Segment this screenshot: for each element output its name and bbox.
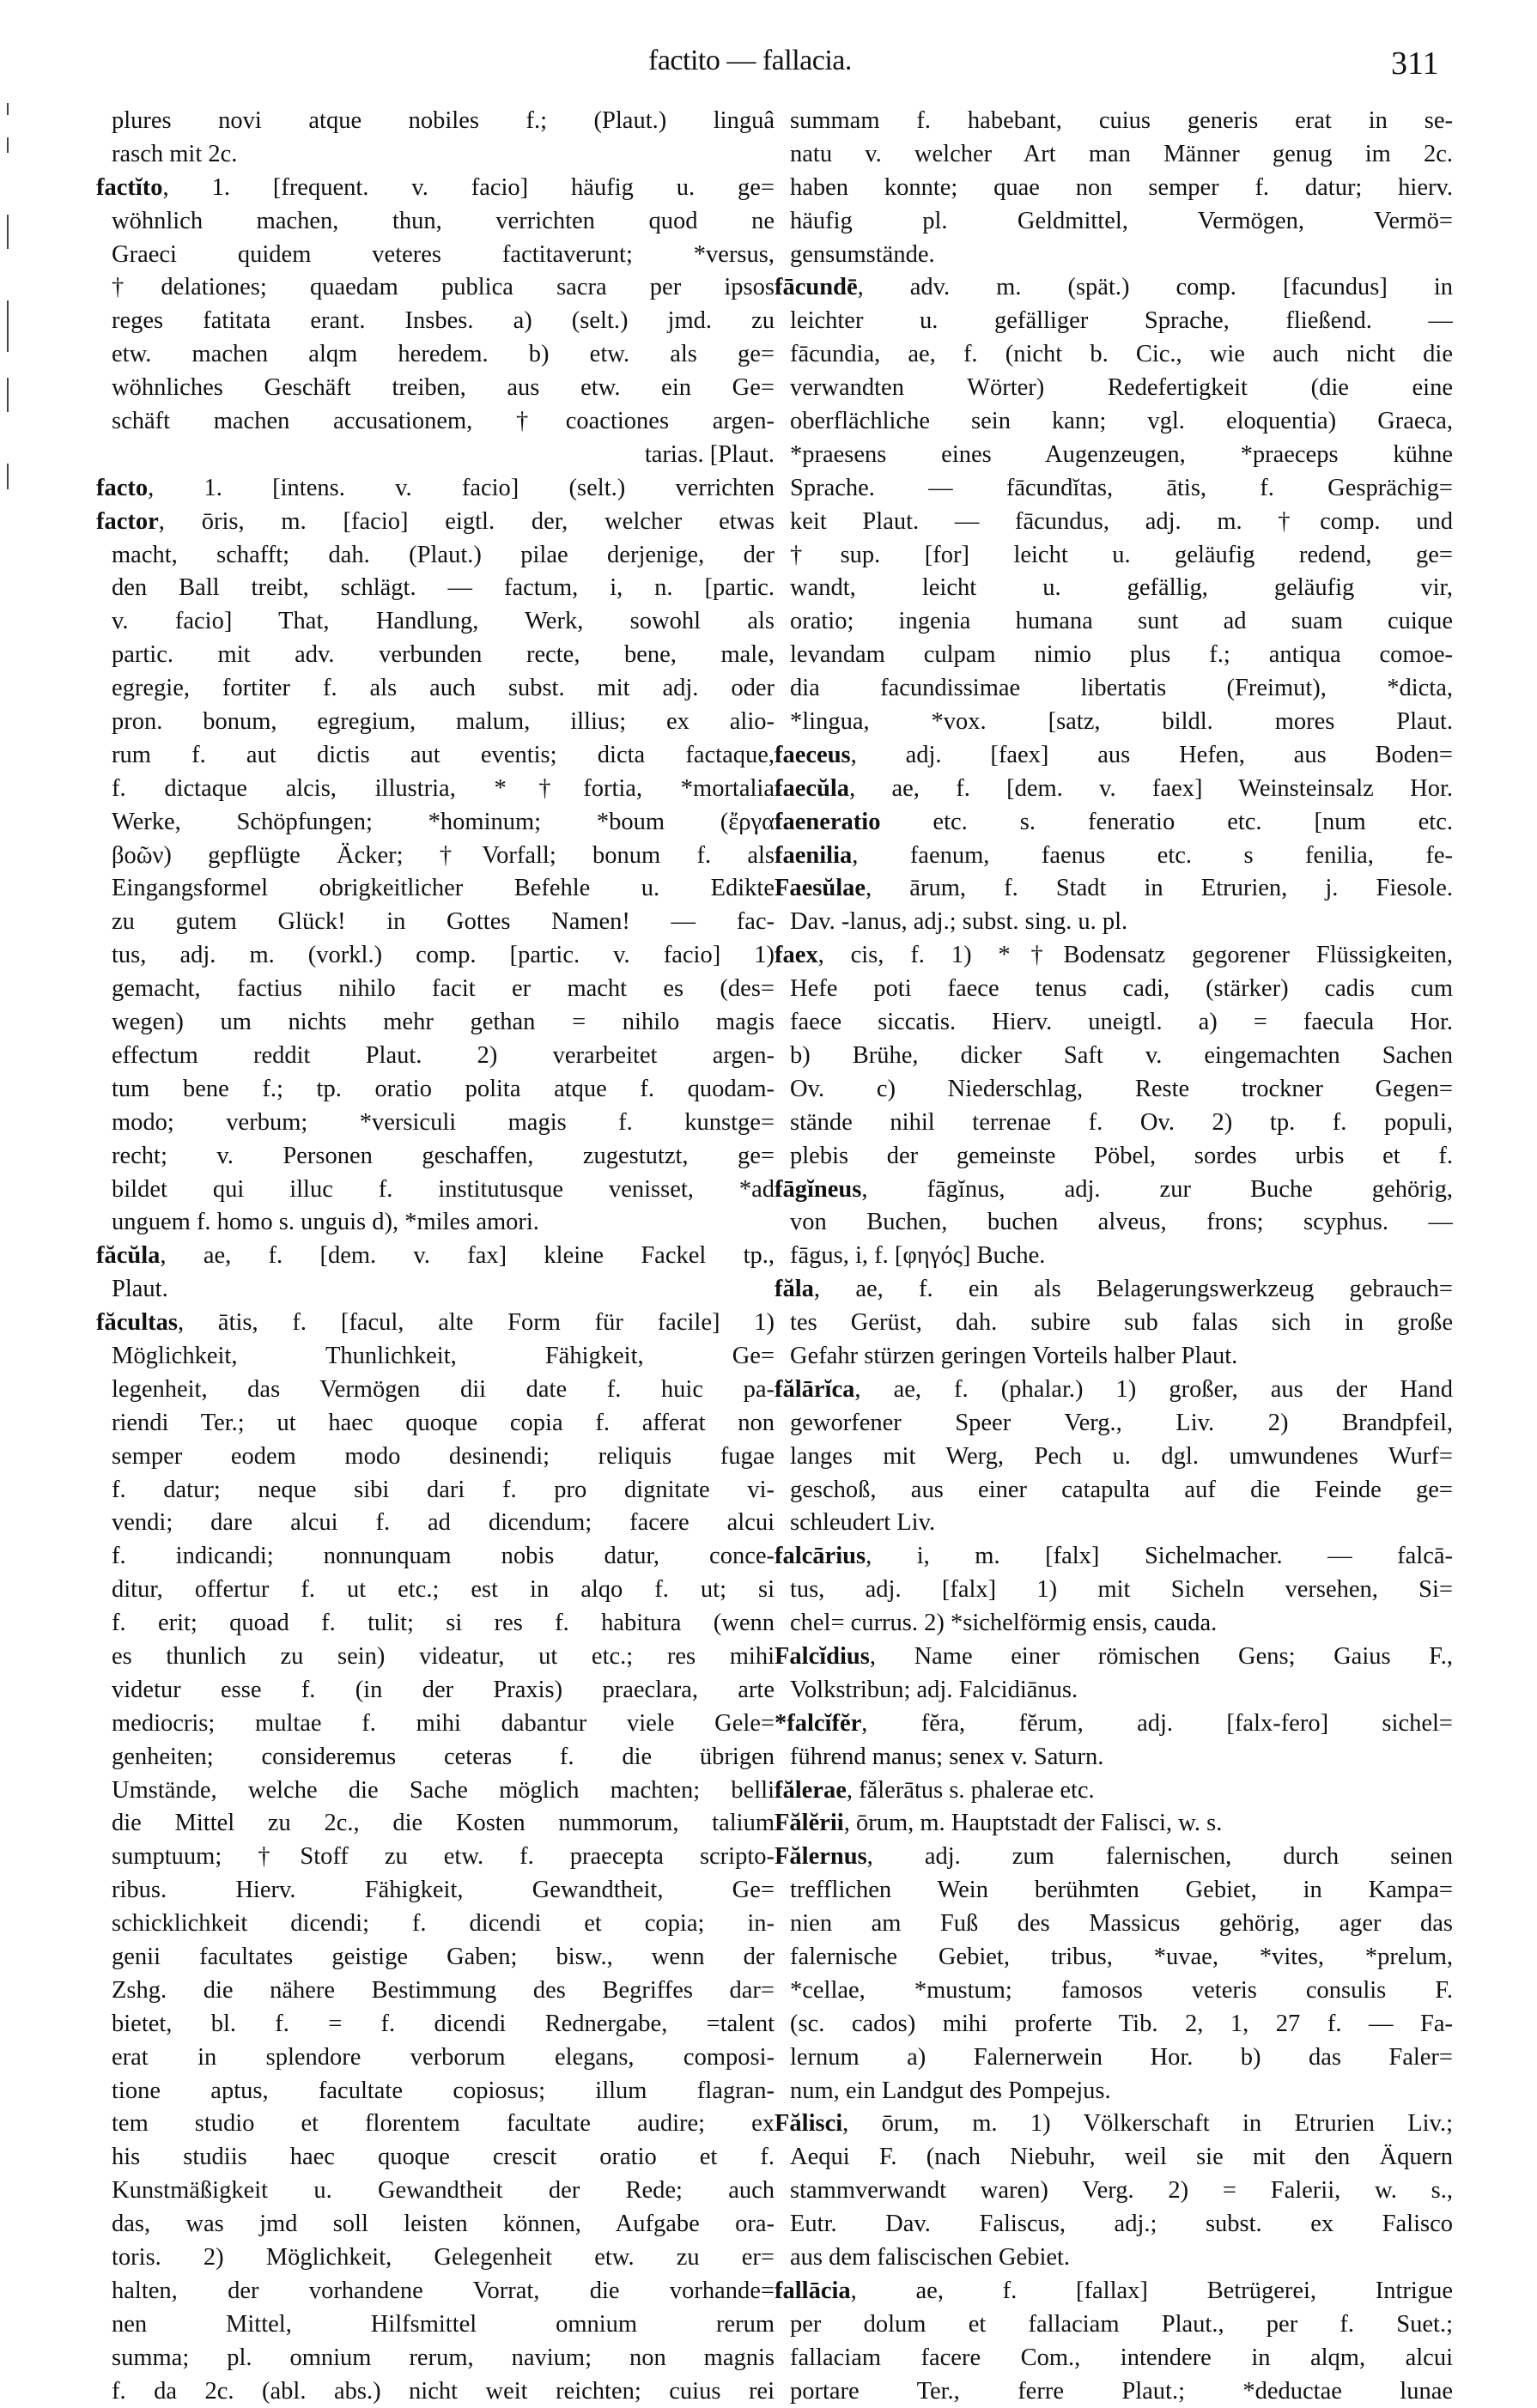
headword: fācundē [775, 274, 858, 301]
dictionary-entry-line [96, 472, 775, 506]
text-line: mediocris; multae f. mihi dabantur viele Gele= [112, 1709, 775, 1737]
entry-text: , ae, f. [dem. v. faex] Weinsteinsalz Hor. [849, 774, 1453, 802]
text-line: sumptuum; †Stoff zu etw. f. praecepta scripto- [112, 1843, 775, 1871]
text-line: plures novi atque nobiles f.; (Plaut.) linguâ [112, 107, 775, 134]
text-line: ditur, offertur f. ut etc.; est in alqo f. ut; si [112, 1576, 775, 1604]
text-line: bildet qui illuc f. institutusque venisset, *ad [112, 1175, 775, 1203]
headword: *falcĭfĕr [775, 1709, 862, 1737]
text-line: recht; v. Personen geschaffen, zugestutzt, ge= [112, 1142, 775, 1169]
headword: fallācia [775, 2277, 851, 2304]
entry-text: , ōrum, m. Hauptstadt der Falisci, w. s. [843, 1810, 1223, 1837]
text-line: fallaciam facere Com., intendere in alqm, alcui [790, 2344, 1453, 2371]
text-line: his studiis haec quoque crescit oratio et f. [112, 2144, 775, 2171]
text-line: unguem f. homo s. unguis d), *miles amori. [112, 1209, 539, 1236]
text-line: Volkstribun; adj. Falcidiānus. [790, 1676, 1078, 1703]
text-line: tum bene f.; tp. oratio polita atque f. quodam- [112, 1075, 775, 1102]
dictionary-entry-line [96, 172, 775, 205]
page-header [0, 45, 1537, 88]
text-line: dia facundissimae libertatis (Freimut), *dicta, [790, 675, 1453, 702]
dictionary-entry-line [775, 1774, 1453, 1808]
text-line: tus, adj. [falx] 1) mit Sicheln versehen, Si= [790, 1576, 1453, 1604]
text-line: Ov. c) Niederschlag, Reste trockner Gegen= [790, 1075, 1453, 1102]
headword: factor [96, 507, 159, 535]
text-line: b) Brühe, dicker Saft v. eingemachten Sachen [790, 1041, 1453, 1069]
text-line: f. indicandi; nonnunquam nobis datur, conce- [112, 1543, 775, 1570]
text-line: aus dem faliscischen Gebiet. [790, 2244, 1071, 2271]
dictionary-entry-line [775, 1807, 1453, 1841]
text-line: Zshg. die nähere Bestimmung des Begriffes dar= [112, 1976, 775, 2004]
text-line: videtur esse f. (in der Praxis) praeclara, arte [112, 1676, 775, 1703]
text-line: Kunstmäßigkeit u. Gewandtheit der Rede; auch [112, 2177, 775, 2205]
text-line: vendi; dare alcui f. ad dicendum; facere alcui [112, 1509, 775, 1537]
text-line: genheiten; consideremus ceteras f. die übrigen [112, 1743, 775, 1770]
text-line: halten, der vorhandene Vorrat, die vorhande= [112, 2277, 775, 2304]
text-line: *lingua, *vox. [satz, bildl. mores Plaut. [790, 708, 1453, 736]
text-line: effectum reddit Plaut. 2) verarbeitet argen- [112, 1041, 775, 1069]
text-line: fāgus, i, f. [φηγός] Buche. [790, 1242, 1046, 1270]
text-line: Hefe poti faece tenus cadi, (stärker) cadis cum [790, 975, 1453, 1003]
text-line: Eutr. Dav. Faliscus, adj.; subst. ex Falisco [790, 2211, 1453, 2238]
text-line: f. dictaque alcis, illustria, *†fortia, *mortalia [112, 774, 775, 802]
text-line: riendi Ter.; ut haec quoque copia f. afferat non [112, 1409, 775, 1436]
text-line: *praesens eines Augenzeugen, *praeceps kühne [790, 440, 1453, 468]
text-line: Werke, Schöpfungen; *hominum; *boum (ἔργα [112, 808, 775, 835]
entry-text: , cis, f. 1) *†Bodensatz gegorener Flüssigkeiten, [817, 942, 1453, 969]
entry-text: , fāgĭnus, adj. zur Buche gehörig, [861, 1175, 1453, 1203]
text-line: wöhnlich machen, thun, verrichten quod ne [112, 207, 775, 234]
text-line: es thunlich zu sein) videatur, ut etc.; res mihi [112, 1642, 775, 1670]
headword: faenilia [775, 841, 853, 869]
dictionary-entry-line [775, 1641, 1453, 1674]
entry-text: , ātis, f. [facul, alte Form für facile] 1) [178, 1309, 775, 1337]
running-head: factito — fallacia. [648, 45, 852, 76]
text-line: †sup. [for] leicht u. geläufig redend, ge= [790, 541, 1453, 568]
text-line: Gefahr stürzen geringen Vorteils halber Plaut. [790, 1342, 1238, 1369]
dictionary-entry-line [96, 1307, 775, 1340]
text-line: *cellae, *mustum; famosos veteris consulis F. [790, 1976, 1453, 2004]
text-line: Sprache. — fācundĭtas, ātis, f. Gesprächig= [790, 474, 1453, 501]
entry-text: , fĕra, fĕrum, adj. [falx-fero] sichel= [861, 1709, 1453, 1737]
text-line: legenheit, das Vermögen dii date f. huic pa- [112, 1375, 775, 1403]
headword: faeneratio [775, 808, 881, 835]
entry-text: , adj. [faex] aus Hefen, aus Boden= [850, 741, 1453, 768]
text-line: toris. 2) Möglichkeit, Gelegenheit etw. zu er= [112, 2244, 775, 2271]
text-line: ribus. Hierv. Fähigkeit, Gewandtheit, Ge= [112, 1877, 775, 1904]
headword: faecŭla [775, 774, 850, 802]
headword: faex [775, 942, 818, 969]
entry-text: etc. s. feneratio etc. [num etc. [880, 808, 1453, 835]
page-number: 311 [1391, 45, 1439, 82]
headword: Fălernus [775, 1843, 867, 1871]
text-line: num, ein Landgut des Pompejus. [790, 2077, 1111, 2104]
entry-text: , i, m. [falx] Sichelmacher. — falcā- [866, 1543, 1453, 1570]
text-line: Umstände, welche die Sache möglich machten; belli [112, 1776, 775, 1804]
text-line: geworfener Speer Verg., Liv. 2) Brandpfeil, [790, 1409, 1453, 1436]
text-line: leichter u. gefälliger Sprache, fließend. — [790, 307, 1453, 335]
text-line: oratio; ingenia humana sunt ad suam cuique [790, 608, 1453, 635]
text-line: erat in splendore verborum elegans, composi- [112, 2043, 775, 2071]
headword: Fălisci [775, 2110, 843, 2138]
text-line: levandam culpam nimio plus f.; antiqua comoe- [790, 641, 1453, 669]
entry-text: , faenum, faenus etc. s fenilia, fe- [852, 841, 1453, 869]
text-line: egregie, fortiter f. als auch subst. mit adj. oder [112, 675, 775, 702]
text-line: wegen) um nichts mehr gethan = nihilo magis [112, 1009, 775, 1036]
text-line: v. facio] That, Handlung, Werk, sowohl als [112, 608, 775, 635]
headword: Falcĭdius [775, 1642, 870, 1670]
left-column [96, 105, 775, 2408]
headword: Faesŭlae [775, 875, 866, 902]
dictionary-entry-line [775, 1273, 1453, 1307]
text-line: tarias. [Plaut. [644, 440, 775, 468]
text-line: gemacht, factius nihilo facit er macht es (des= [112, 975, 775, 1003]
text-line: fācundia, ae, f. (nicht b. Cic., wie auch nicht die [790, 341, 1453, 368]
text-line: chel= currus. 2) *sichelförmig ensis, cauda. [790, 1610, 1218, 1637]
text-line: (sc. cados) mihi proferte Tib. 2, 1, 27 f. — Fa- [790, 2010, 1453, 2037]
text-line: zu gutem Glück! in Gottes Namen! — fac- [112, 908, 775, 936]
headword: fălārĭca [775, 1375, 855, 1403]
headword: facto [96, 474, 149, 501]
headword: Fălĕrii [775, 1810, 844, 1837]
entry-text: , ae, f. ein als Belagerungswerkzeug gebrauch= [813, 1276, 1453, 1303]
dictionary-entry-line [775, 739, 1453, 773]
text-line: verwandten Wörter) Redefertigkeit (die eine [790, 374, 1453, 402]
dictionary-entry-line [775, 1174, 1453, 1207]
dictionary-entry-line [775, 2108, 1453, 2141]
text-line: Plaut. [112, 1276, 168, 1303]
text-line: †delationes; quaedam publica sacra per ipsos [112, 274, 775, 301]
text-line: rasch mit 2c. [112, 140, 238, 167]
text-line: etw. machen alqm heredem. b) etw. als ge= [112, 341, 775, 368]
dictionary-entry-line [775, 271, 1453, 305]
text-line: falernische Gebiet, tribus, *uvae, *vites, *prelum, [790, 1943, 1453, 1970]
text-line: das, was jmd soll leisten können, Aufgabe ora- [112, 2211, 775, 2238]
dictionary-entry-line [775, 872, 1453, 906]
right-column [775, 105, 1453, 2408]
text-line: tes Gerüst, dah. subire sub falas sich in große [790, 1309, 1453, 1337]
dictionary-entry-line [775, 1540, 1453, 1574]
dictionary-entry-line [775, 1841, 1453, 1874]
headword: fălerae [775, 1776, 847, 1804]
entry-text: , adv. m. (spät.) comp. [facundus] in [857, 274, 1453, 301]
dictionary-entry-line [775, 939, 1453, 973]
dictionary-entry-line [775, 840, 1453, 873]
text-line: von Buchen, buchen alveus, frons; scyphus. — [790, 1209, 1453, 1236]
text-line: langes mit Werg, Pech u. dgl. umwundenes Wurf= [790, 1442, 1453, 1470]
dictionary-entry-line [96, 506, 775, 539]
headword: făcultas [96, 1309, 178, 1337]
headword: făcŭla [96, 1242, 161, 1270]
text-line: nien am Fuß des Massicus gehörig, ager das [790, 1910, 1453, 1938]
text-line: portare Ter., ferre Plaut.; *deductae lunae [790, 2377, 1453, 2405]
headword: fāgĭneus [775, 1175, 862, 1203]
text-line: f. datur; neque sibi dari f. pro dignitate vi- [112, 1476, 775, 1503]
text-line: lernum a) Falernerwein Hor. b) das Faler= [790, 2043, 1453, 2071]
text-line: modo; verbum; *versiculi magis f. kunstge= [112, 1108, 775, 1136]
entry-text: , adj. zum falernischen, durch seinen [866, 1843, 1453, 1871]
text-line: häufig pl. Geldmittel, Vermögen, Vermö= [790, 207, 1453, 234]
entry-text: , Name einer römischen Gens; Gaius F., [869, 1642, 1453, 1670]
text-line: geschoß, aus einer catapulta auf die Feinde ge= [790, 1476, 1453, 1503]
dictionary-entry-line [96, 1240, 775, 1273]
text-line: macht, schafft; dah. (Plaut.) pilae derjenige, der [112, 541, 775, 568]
text-line: bietet, bl. f. = f. dicendi Rednergabe, =talent [112, 2010, 775, 2037]
text-line: reges fatitata erant. Insbes. a) (selt.) jmd. zu [112, 307, 775, 335]
entry-text: , 1. [frequent. v. facio] häufig u. ge= [162, 173, 775, 201]
headword: faeceus [775, 741, 851, 768]
text-line: wandt, leicht u. gefällig, geläufig vir, [790, 574, 1453, 602]
entry-text: , 1. [intens. v. facio] (selt.) verrichten [148, 474, 775, 501]
dictionary-entry-line [775, 2275, 1453, 2308]
text-line: semper eodem modo desinendi; reliquis fugae [112, 1442, 775, 1470]
text-line: rum f. aut dictis aut eventis; dicta factaque, [112, 741, 775, 768]
text-line: wöhnliches Geschäft treiben, aus etw. ein Ge= [112, 374, 775, 402]
text-line: nen Mittel, Hilfsmittel omnium rerum [112, 2310, 775, 2338]
text-line: natu v. welcher Art man Männer genug im 2c. [790, 140, 1453, 167]
text-line: per dolum et fallaciam Plaut., per f. Suet.; [790, 2310, 1453, 2338]
text-line: Graeci quidem veteres factitaverunt; *versus, [112, 240, 775, 268]
text-line: schicklichkeit dicendi; f. dicendi et copia; in- [112, 1910, 775, 1938]
entry-text: , ae, f. [dem. v. fax] kleine Fackel tp., [160, 1242, 775, 1270]
text-line: tione aptus, facultate copiosus; illum flagran- [112, 2077, 775, 2104]
text-line: den Ball treibt, schlägt. — factum, i, n. [partic. [112, 574, 775, 602]
dictionary-entry-line [775, 806, 1453, 840]
text-line: stände nihil terrenae f. Ov. 2) tp. f. populi, [790, 1108, 1453, 1136]
text-line: oberflächliche sein kann; vgl. eloquentia) Graeca, [790, 408, 1453, 435]
text-line: summam f. habebant, cuius generis erat in se- [790, 107, 1453, 134]
text-line: pron. bonum, egregium, malum, illius; ex alio- [112, 708, 775, 736]
text-line: gensumstände. [790, 240, 935, 268]
dictionary-entry-line [775, 1374, 1453, 1407]
text-line: trefflichen Wein berühmten Gebiet, in Kampa= [790, 1877, 1453, 1904]
text-line: Aequi F. (nach Niebuhr, weil sie mit den Äquern [790, 2144, 1453, 2171]
text-line: schäft machen accusationem, †coactiones argen- [112, 408, 775, 435]
text-line: schleudert Liv. [790, 1509, 936, 1537]
text-line: partic. mit adv. verbunden recte, bene, male, [112, 641, 775, 669]
text-line: βοῶν) gepflügte Äcker; †Vorfall; bonum f. als [112, 841, 775, 869]
entry-text: , ōris, m. [facio] eigtl. der, welcher etwas [158, 507, 775, 535]
headword: falcārius [775, 1543, 866, 1570]
text-line: f. da 2c. (abl. abs.) nicht weit reichten; cuius rei [112, 2377, 775, 2405]
margin-scan-marks [7, 94, 12, 1382]
text-line: haben konnte; quae non semper f. datur; hierv. [790, 173, 1453, 201]
entry-text: , ārum, f. Stadt in Etrurien, j. Fiesole. [866, 875, 1453, 902]
text-line: die Mittel zu 2c., die Kosten nummorum, talium [112, 1810, 775, 1837]
text-line: keit Plaut. — fācundus, adj. m. †comp. und [790, 507, 1453, 535]
text-line: genii facultates geistige Gaben; bisw., wenn der [112, 1943, 775, 1970]
text-line: plebis der gemeinste Pöbel, sordes urbis et f. [790, 1142, 1453, 1169]
entry-text: , ōrum, m. 1) Völkerschaft in Etrurien Liv.; [842, 2110, 1453, 2138]
text-line: faece siccatis. Hierv. uneigtl. a) = faecula Hor. [790, 1009, 1453, 1036]
entry-text: , ae, f. (phalar.) 1) großer, aus der Hand [854, 1375, 1453, 1403]
entry-text: , ae, f. [fallax] Betrügerei, Intrigue [850, 2277, 1453, 2304]
dictionary-entry-line [775, 773, 1453, 806]
text-line: f. erit; quoad f. tulit; si res f. habitura (wenn [112, 1610, 775, 1637]
text-line: Dav. -lanus, adj.; subst. sing. u. pl. [790, 908, 1128, 936]
headword: făla [775, 1276, 814, 1303]
entry-text: , fălerātus s. phalerae etc. [846, 1776, 1095, 1804]
dictionary-entry-line [775, 1707, 1453, 1741]
text-line: führend manus; senex v. Saturn. [790, 1743, 1104, 1770]
text-line: tus, adj. m. (vorkl.) comp. [partic. v. facio] 1) [112, 942, 775, 969]
text-line: tem studio et florentem facultate audire; ex [112, 2110, 775, 2138]
text-line: summa; pl. omnium rerum, navium; non magnis [112, 2344, 775, 2371]
text-line: stammverwandt waren) Verg. 2) = Falerii, w. s., [790, 2177, 1453, 2205]
headword: factĭto [96, 173, 163, 201]
text-line: Möglichkeit, Thunlichkeit, Fähigkeit, Ge= [112, 1342, 775, 1369]
text-line: Eingangsformel obrigkeitlicher Befehle u. Edikte [112, 875, 775, 902]
